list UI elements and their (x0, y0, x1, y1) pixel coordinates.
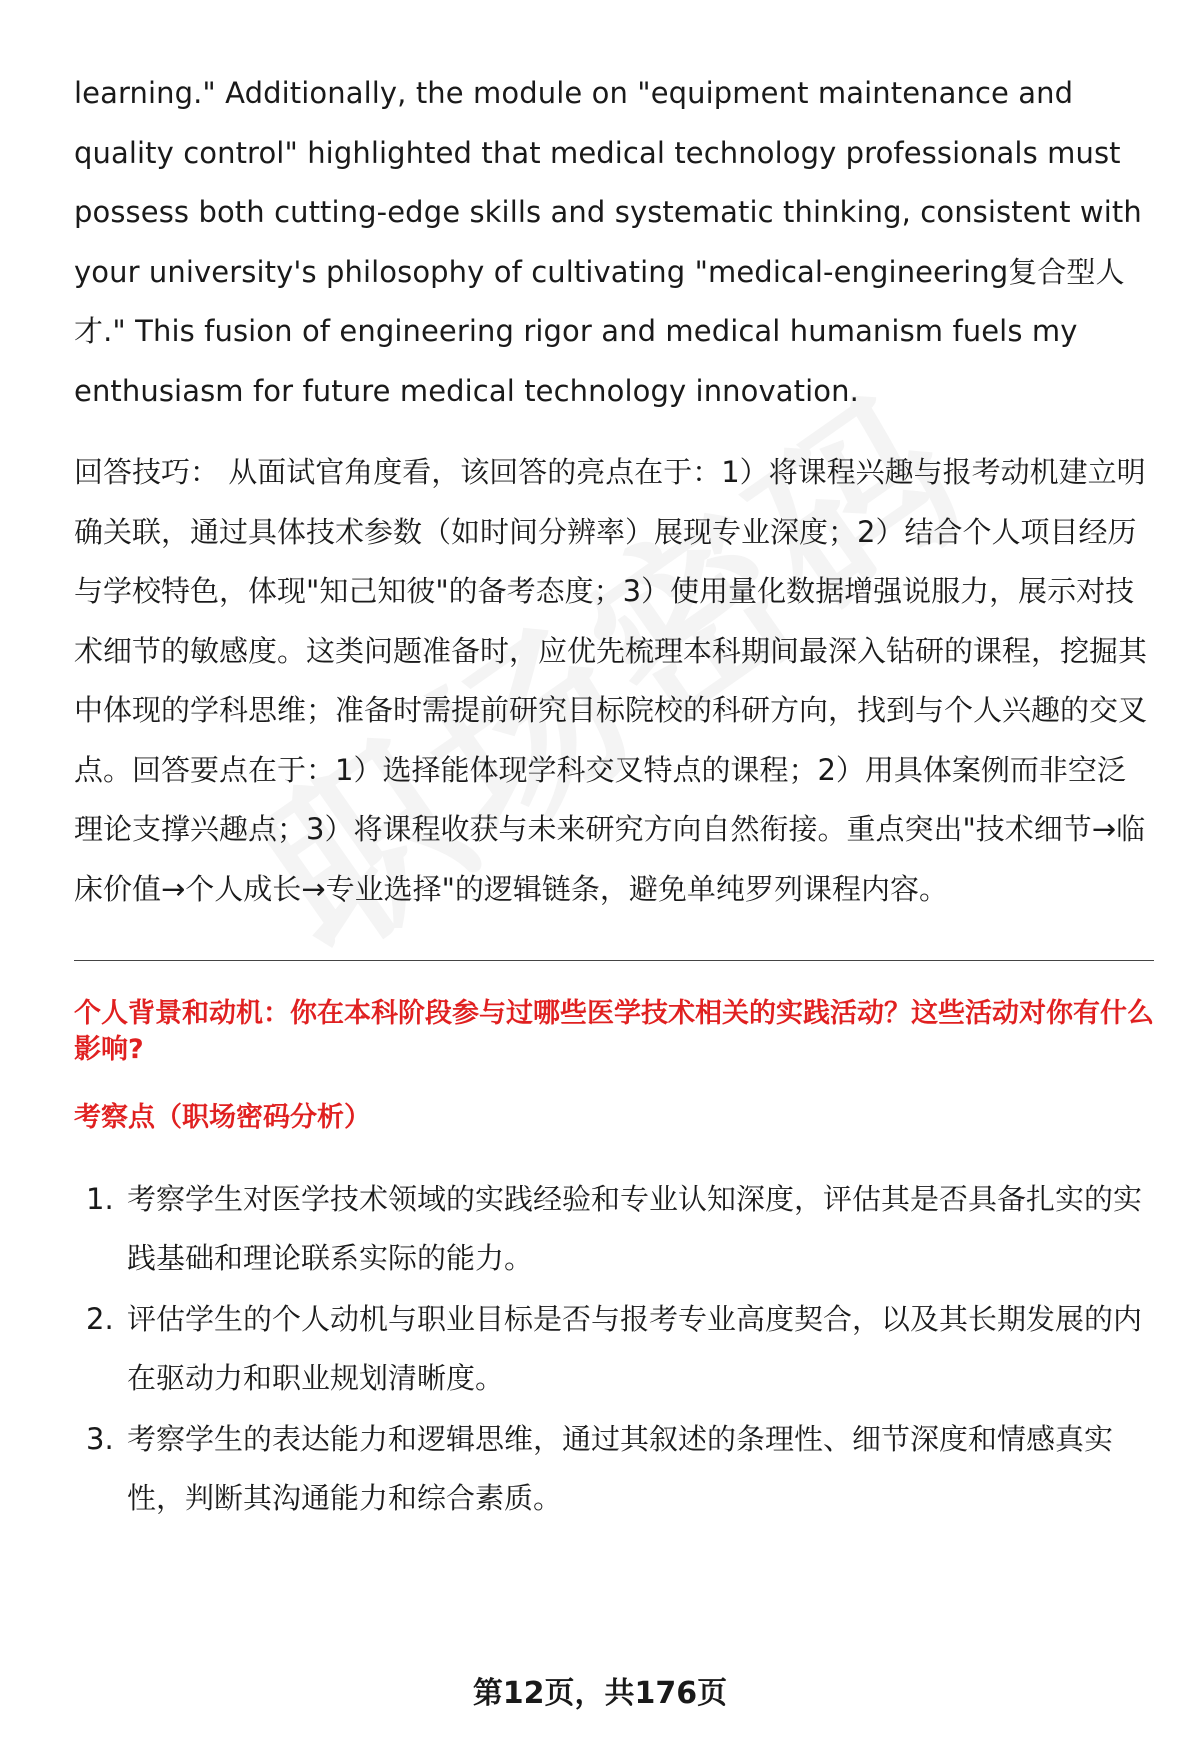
page-footer: 第12页，共176页 (472, 1676, 728, 1711)
list-item-text: 考察学生对医学技术领域的实践经验和专业认知深度，评估其是否具备扎实的实践基础和理论联系实际的能力。 (127, 1182, 1143, 1275)
answer-paragraph: learning." Additionally, the module on "equipment maintenance and quality control" highlighted that medical technology professionals must possess both cutting-edge skills and systematic thinking, consistent with your university's philosophy of cultivating "medical-engineering复合型人才." This fusion of engineering rigor and medical humanism fuels my enthusiasm for future medical technology innovation. (74, 76, 1142, 408)
list-item-text: 评估学生的个人动机与职业目标是否与报考专业高度契合，以及其长期发展的内在驱动力和职业规划清晰度。 (127, 1302, 1143, 1395)
list-item (74, 1410, 1154, 1528)
section-title: 考察点（职场密码分析） (74, 1102, 371, 1133)
answer-tips-paragraph: 回答技巧： 从面试官角度看，该回答的亮点在于：1）将课程兴趣与报考动机建立明确关联，通过具体技术参数（如时间分辨率）展现专业深度；2）结合个人项目经历与学校特色，体现"知己知彼"的备考态度；3）使用量化数据增强说服力，展示对技术细节的敏感度。这类问题准备时，应优先梳理本科期间最深入钻研的课程，挖掘其中体现的学科思维；准备时需提前研究目标院校的科研方向，找到与个人兴趣的交叉点。回答要点在于：1）选择能体现学科交叉特点的课程；2）用具体案例而非空泛理论支撑兴趣点；3）将课程收获与未来研究方向自然衔接。重点突出"技术细节→临床价值→个人成长→专业选择"的逻辑链条，避免单纯罗列课程内容。 (74, 455, 1148, 906)
list-item-number: 1. (86, 1182, 114, 1216)
document-body (74, 64, 1154, 1530)
assessment-points-list (74, 1170, 1154, 1528)
list-item (74, 1290, 1154, 1408)
list-item-text: 考察学生的表达能力和逻辑思维，通过其叙述的条理性、细节深度和情感真实性，判断其沟通能力和综合素质。 (127, 1422, 1114, 1515)
list-item-number: 3. (86, 1422, 114, 1456)
section-divider (74, 960, 1154, 961)
list-item (74, 1170, 1154, 1288)
question-title: 个人背景和动机：你在本科阶段参与过哪些医学技术相关的实践活动？这些活动对你有什么影响? (74, 998, 1154, 1065)
list-item-number: 2. (86, 1302, 114, 1336)
